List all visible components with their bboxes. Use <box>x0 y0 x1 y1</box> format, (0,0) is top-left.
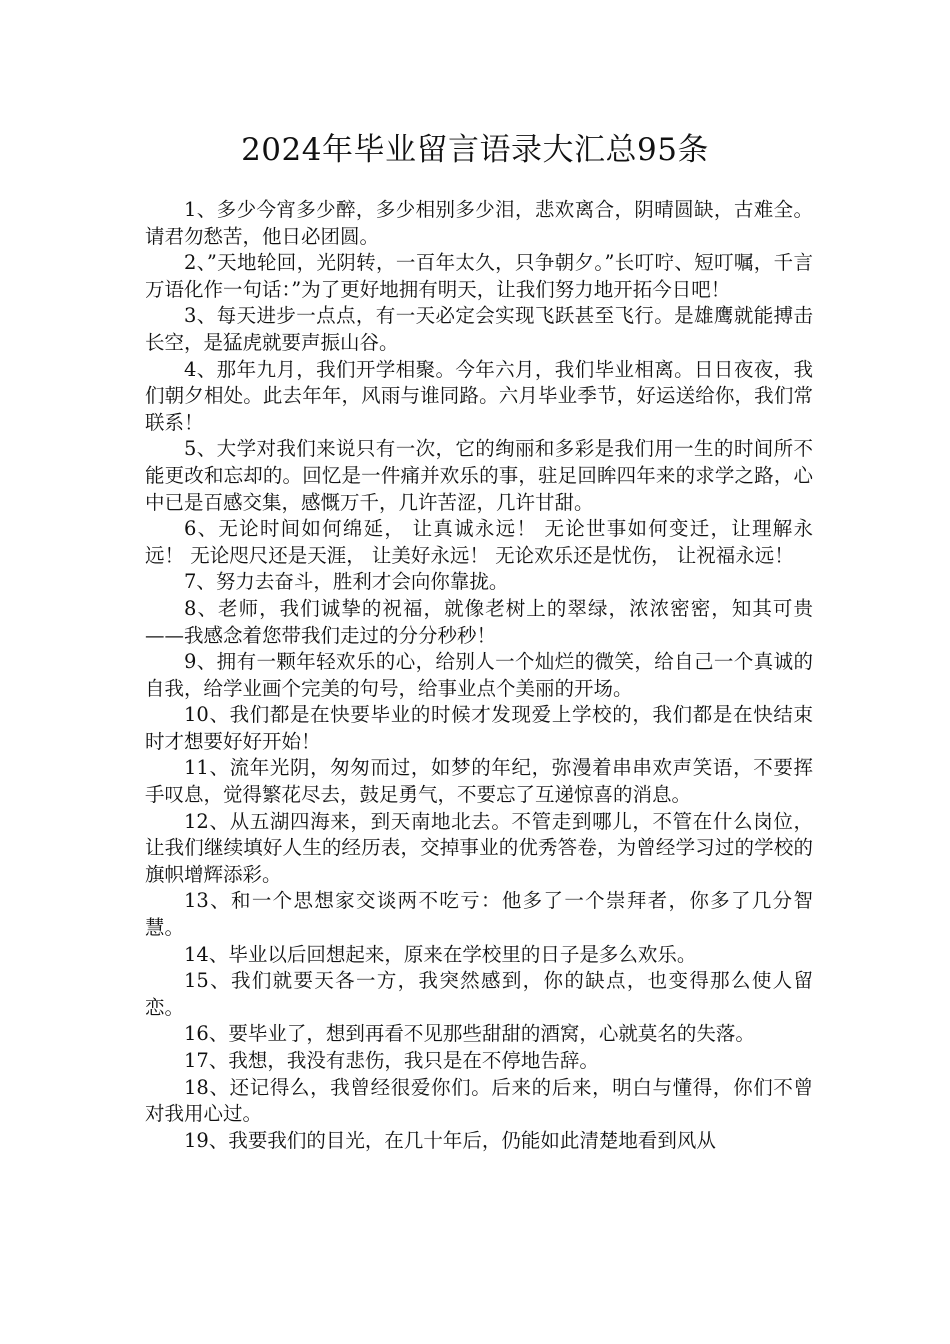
paragraph-19: 19、我要我们的目光，在几十年后，仍能如此清楚地看到风从 <box>184 1128 716 1152</box>
document-title: 2024年毕业留言语录大汇总95条 <box>241 132 709 168</box>
paragraph-6: 6、无论时间如何绵延， 让真诚永远！ 无论世事如何变迁，让理解永远！ 无论咫尺还是天涯， 让美好永远！ 无论欢乐还是忧伤， 让祝福永远！ <box>145 517 813 567</box>
paragraph-15: 15、我们就要天各一方，我突然感到，你的缺点，也变得那么使人留恋。 <box>145 969 813 1019</box>
paragraph-16: 16、要毕业了，想到再看不见那些甜甜的酒窝，心就莫名的失落。 <box>184 1022 755 1046</box>
paragraph-12: 12、从五湖四海来，到天南地北去。不管走到哪儿，不管在什么岗位，让我们继续填好人生的经历表，交掉事业的优秀答卷，为曾经学习过的学校的旗帜增辉添彩。 <box>145 809 813 886</box>
paragraph-3: 3、每天进步一点点，有一天必定会实现飞跃甚至飞行。是雄鹰就能搏击长空，是猛虎就要声振山谷。 <box>145 304 813 354</box>
paragraph-9: 9、拥有一颗年轻欢乐的心，给别人一个灿烂的微笑，给自己一个真诚的自我，给学业画个完美的句号，给事业点个美丽的开场。 <box>145 650 813 700</box>
paragraph-2: 2、”天地轮回，光阴转，一百年太久，只争朝夕。”长叮咛、短叮嘱，千言万语化作一句话：”为了更好地拥有明天，让我们努力地开拓今日吧！ <box>145 251 813 301</box>
paragraph-1: 1、多少今宵多少醉，多少相别多少泪，悲欢离合，阴晴圆缺，古难全。请君勿愁苦，他日必团圆。 <box>145 198 813 248</box>
paragraph-11: 11、流年光阴，匆匆而过，如梦的年纪，弥漫着串串欢声笑语，不要挥手叹息，觉得繁花尽去，鼓足勇气，不要忘了互递惊喜的消息。 <box>145 756 813 807</box>
paragraph-4: 4、那年九月，我们开学相聚。今年六月，我们毕业相离。日日夜夜，我们朝夕相处。此去年年，风雨与谁同路。六月毕业季节，好运送给你，我们常联系！ <box>145 357 813 434</box>
paragraph-8: 8、老师，我们诚挚的祝福，就像老树上的翠绿，浓浓密密，知其可贵——我感念着您带我们走过的分分秒秒！ <box>145 596 813 647</box>
paragraph-5: 5、大学对我们来说只有一次，它的绚丽和多彩是我们用一生的时间所不能更改和忘却的。回忆是一件痛并欢乐的事，驻足回眸四年来的求学之路，心中已是百感交集，感慨万千，几许苦涩，几许甘甜。 <box>145 437 813 514</box>
paragraph-18: 18、还记得么，我曾经很爱你们。后来的后来，明白与懂得，你们不曾对我用心过。 <box>145 1075 813 1126</box>
paragraph-7: 7、努力去奋斗，胜利才会向你靠拢。 <box>184 570 509 594</box>
paragraph-17: 17、我想，我没有悲伤，我只是在不停地告辞。 <box>184 1049 599 1072</box>
paragraph-14: 14、毕业以后回想起来，原来在学校里的日子是多么欢乐。 <box>184 942 697 966</box>
paragraph-13: 13、和一个思想家交谈两不吃亏：他多了一个崇拜者，你多了几分智慧。 <box>145 889 813 940</box>
document-body <box>145 197 813 1154</box>
paragraph-10: 10、我们都是在快要毕业的时候才发现爱上学校的，我们都是在快结束时才想要好好开始！ <box>145 703 813 753</box>
